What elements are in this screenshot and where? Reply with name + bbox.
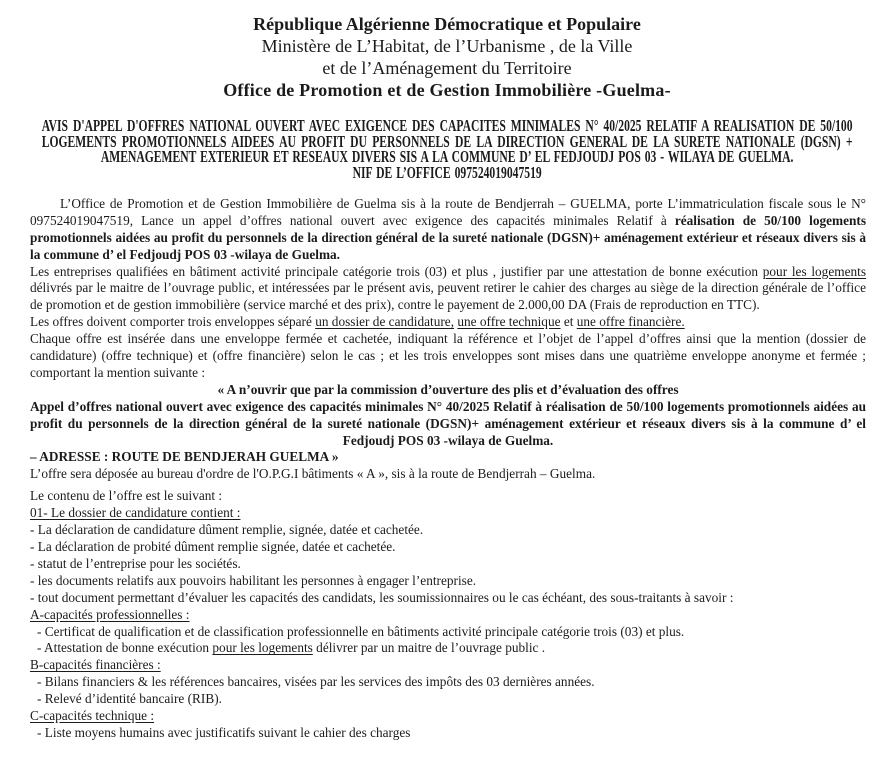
text-run: Chaque offre est insérée dans une enveloppe fermée et cachetée, indiquant la référence et l’objet de l’appel d’offres ainsi que la mention (dossier de candidature) (offre technique) et (offre financière) selon le cas ; et les trois enveloppes sont mises dans une quatrième enveloppe anonyme et fermée ; comportant la mention suivante : [30, 331, 866, 380]
header-republic-line: République Algérienne Démocratique et Populaire [253, 14, 641, 34]
header-ministry-line: Ministère de L’Habitat, de l’Urbanisme , de la Ville [261, 36, 633, 56]
commission-mention [30, 382, 866, 399]
technical-capacities-heading [30, 708, 866, 725]
dossier-item-declaration-candidature [30, 522, 866, 539]
text-run: Les offres doivent comporter trois enveloppes séparé [30, 314, 316, 330]
financial-item-rib [30, 691, 866, 708]
financial-capacities-heading [30, 657, 866, 674]
text-run: délivrer par un maitre de l’ouvrage public . [312, 640, 546, 656]
text-run: A-capacités professionnelles : [30, 606, 190, 622]
intro-paragraph [30, 196, 866, 264]
text-run: - tout document permettant d’évaluer les capacités des candidats, les soumissionnaires ou le cas échéant, des sous-traitants à savoir : [30, 589, 734, 605]
notice-title: AVIS D'APPEL D'OFFRES NATIONAL OUVERT AVEC EXIGENCE DES CAPACITES MINIMALES N° 40/2025 RELATIF A REALISATION DE 50/100 LOGEMENTS PROMOTIONNELS AIDEES AU PROFIT DU PERSONNELS DE LA DIRECTION GENERAL DE LA SURETE NATIONALE (DGSN) + AMENAGEMENT EXTERIEUR ET RESEAUX DIVERS SIS A LA COMMUNE D’ EL FEDJOUDJ POS 03 - WILAYA DE GUELMA. [41, 116, 853, 167]
text-run: Appel d’offres national ouvert avec exigence des capacités minimales N° 40/2025 Relatif à réalisation de 50/100 logements promotionnels aidées au profit du personnels de la direction général de la sureté nationale (DGSN)+ aménagement extérieur et réseaux divers sis à la commune d’ el Fedjoudj POS 03 -wilaya de Guelma. [30, 398, 866, 448]
text-run: « A n’ouvrir que par la commission d’ouverture des plis et d’évaluation des offres [217, 381, 679, 397]
financial-item-bilans [30, 674, 866, 691]
envelope-details-paragraph [30, 331, 866, 382]
text-run: pour les logements [212, 640, 313, 656]
text-run: un dossier de candidature, [315, 314, 455, 330]
text-run: et [560, 314, 577, 330]
text-run: B-capacités financières : [30, 657, 161, 673]
text-run: - Bilans financiers & les références bancaires, visées par les services des impôts des 03 dernières années. [37, 674, 595, 690]
professional-item-attestation [30, 640, 866, 657]
dossier-item-statut [30, 556, 866, 573]
dossier-item-declaration-probite [30, 539, 866, 556]
text-run: L’Office de Promotion et de Gestion Immobilière de Guelma sis à la route de Bendjerrah – GUELMA, porte L’immatriculation fiscale sous le N° 097524019047519, Lance un appel d’offres national ouvert avec exigence des capacités minimales Relatif à [30, 195, 866, 228]
text-run: réalisation de 50/100 logements promotionnels aidées au profit du personnels de la direction général de la sureté nationale (DGSN)+ aménagement extérieur et réseaux divers sis à la commune d’ el Fedjoudj POS 03 -wilaya de Guelma. [30, 212, 866, 262]
notice-title-condensed [42, 118, 853, 181]
text-run: pour les logements [762, 263, 866, 279]
notice-title-section [0, 118, 894, 181]
address-line [30, 449, 866, 466]
header-office-line: Office de Promotion et de Gestion Immobilière -Guelma- [223, 80, 671, 100]
text-run: - Attestation de bonne exécution [37, 640, 213, 656]
text-run: Le contenu de l’offre est le suivant : [30, 488, 223, 504]
text-run: Les entreprises qualifiées en bâtiment activité principale catégorie trois (03) et plus , justifier par une attestation de bonne exécution [30, 263, 763, 279]
document-body [0, 181, 894, 742]
professional-item-certificat [30, 624, 866, 641]
text-run: une offre financière. [576, 314, 685, 330]
text-run: - statut de l’entreprise pour les sociétés. [30, 555, 241, 571]
text-run: 01- Le dossier de candidature contient : [30, 505, 241, 521]
text-run: - La déclaration de candidature dûment remplie, signée, datée et cachetée. [30, 522, 424, 538]
document-header [0, 0, 894, 101]
text-run: - Liste moyens humains avec justificatifs suivant le cahier des charges [37, 724, 411, 740]
text-run: - La déclaration de probité dûment remplie signée, datée et cachetée. [30, 539, 396, 554]
technical-item-moyens-humains [30, 725, 866, 742]
deposit-line [30, 466, 866, 483]
text-run: L’offre sera déposée au bureau d'ordre de l'O.P.G.I bâtiments « A », sis à la route de Bendjerrah – Guelma. [30, 466, 596, 482]
text-run: - Certificat de qualification et de classification professionnelle en bâtiments activité principale catégorie trois (03) et plus. [37, 623, 685, 639]
text-run: C-capacités technique : [30, 708, 155, 724]
text-run: - les documents relatifs aux pouvoirs habilitant les personnes à engager l’entreprise. [30, 572, 477, 588]
dossier-item-capacites [30, 590, 866, 607]
notice-nif: NIF DE L’OFFICE 097524019047519 [352, 163, 542, 183]
content-intro [30, 488, 866, 505]
envelopes-paragraph [30, 314, 866, 331]
eligibility-paragraph [30, 264, 866, 315]
text-run: une offre technique [457, 314, 561, 330]
offer-reference-mention [30, 399, 866, 450]
professional-capacities-heading [30, 607, 866, 624]
dossier-item-pouvoirs [30, 573, 866, 590]
text-run: délivrés par le maitre de l’ouvrage public, et intéressées par le présent avis, peuvent retirer le cahier des charges au siège de la direction générale de l’office de promotion et de gestion immobilière (service marché et des prix), contre le payement de 2.000,00 DA (Frais de reproduction en TTC). [30, 280, 866, 313]
text-run: - Relevé d’identité bancaire (RIB). [37, 691, 222, 707]
dossier-heading [30, 505, 866, 522]
header-territory-line: et de l’Aménagement du Territoire [322, 58, 572, 78]
text-run: – ADRESSE : ROUTE DE BENDJERAH GUELMA » [30, 449, 339, 465]
